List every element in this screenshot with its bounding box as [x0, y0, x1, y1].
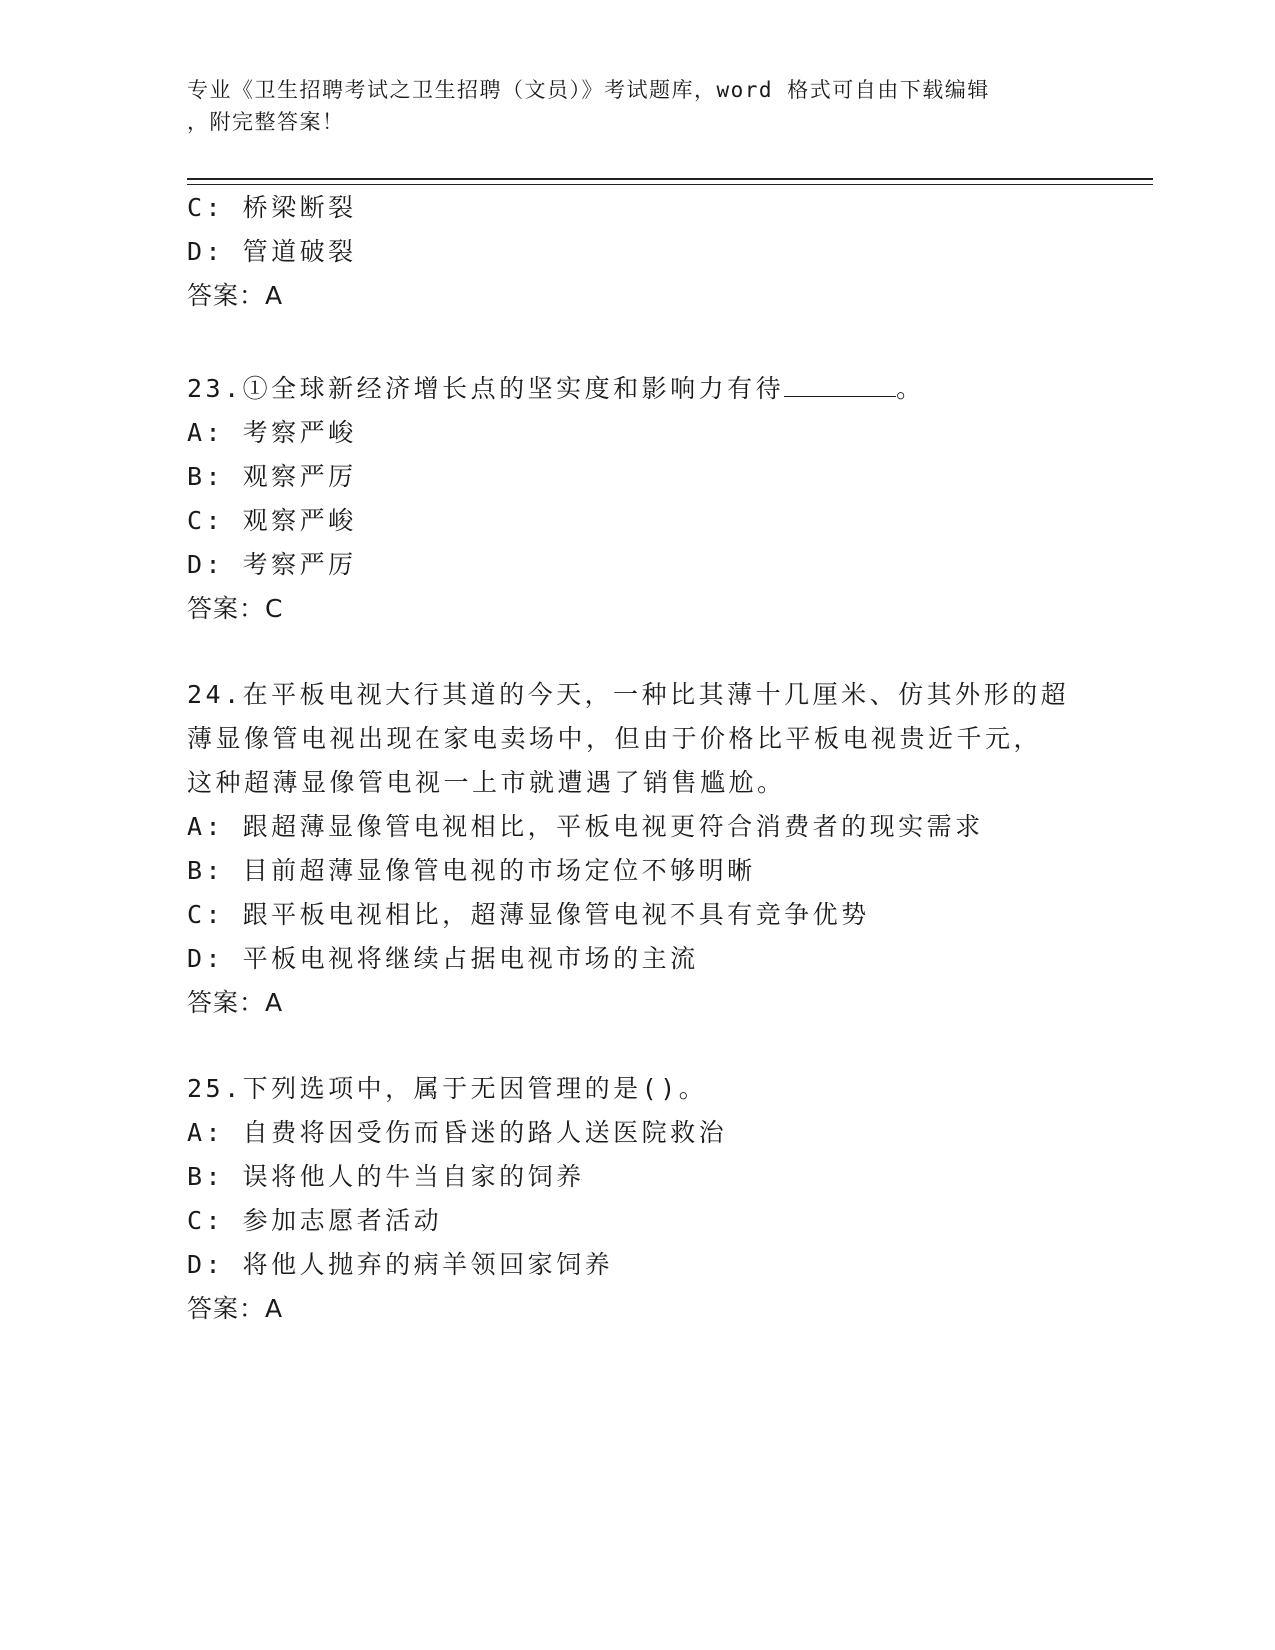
q23-option-a: A: 考察严峻: [187, 418, 357, 447]
q22-option-d: D: 管道破裂: [187, 237, 357, 266]
q25-option-c: C: 参加志愿者活动: [187, 1206, 443, 1235]
q24-option-b: B: 目前超薄显像管电视的市场定位不够明晰: [187, 856, 756, 885]
header-line-2: ，附完整答案！: [187, 110, 345, 134]
q24-stem-line-2: 薄显像管电视出现在家电卖场中，但由于价格比平板电视贵近千元，: [187, 724, 1043, 753]
q23-option-d: D: 考察严厉: [187, 550, 357, 579]
q23-fill-blank: [784, 374, 896, 397]
q25-option-d: D: 将他人抛弃的病羊领回家饲养: [187, 1250, 614, 1279]
q23-stem-end: 。: [896, 374, 925, 403]
q23-answer: 答案：C: [187, 594, 284, 623]
document-header: [187, 74, 1067, 138]
q24-option-c: C: 跟平板电视相比，超薄显像管电视不具有竞争优势: [187, 900, 870, 929]
q24-stem-line-1: 24.在平板电视大行其道的今天，一种比其薄十几厘米、仿其外形的超: [187, 680, 1070, 709]
q25-option-a: A: 自费将因受伤而昏迷的路人送医院救治: [187, 1118, 728, 1147]
q24-stem-line-3: 这种超薄显像管电视一上市就遭遇了销售尴尬。: [187, 768, 786, 797]
q23-option-b: B: 观察严厉: [187, 462, 357, 491]
q22-answer: 答案：A: [187, 281, 284, 310]
q24-answer: 答案：A: [187, 988, 284, 1017]
q25-option-b: B: 误将他人的牛当自家的饲养: [187, 1162, 585, 1191]
q25-stem: 25.下列选项中，属于无因管理的是()。: [187, 1074, 708, 1103]
header-divider-thin: [187, 184, 1153, 185]
header-divider-thick: [187, 178, 1153, 180]
q25-answer: 答案：A: [187, 1294, 284, 1323]
q24-option-a: A: 跟超薄显像管电视相比，平板电视更符合消费者的现实需求: [187, 812, 984, 841]
q23-option-c: C: 观察严峻: [187, 506, 357, 535]
q23-stem-text: 23.①全球新经济增长点的坚实度和影响力有待: [187, 374, 785, 403]
header-line-1: 专业《卫生招聘考试之卫生招聘（文员）》考试题库，word 格式可自由下载编辑: [187, 78, 990, 102]
q24-option-d: D: 平板电视将继续占据电视市场的主流: [187, 944, 699, 973]
q23-stem: [187, 374, 925, 404]
q22-option-c: C: 桥梁断裂: [187, 193, 357, 222]
